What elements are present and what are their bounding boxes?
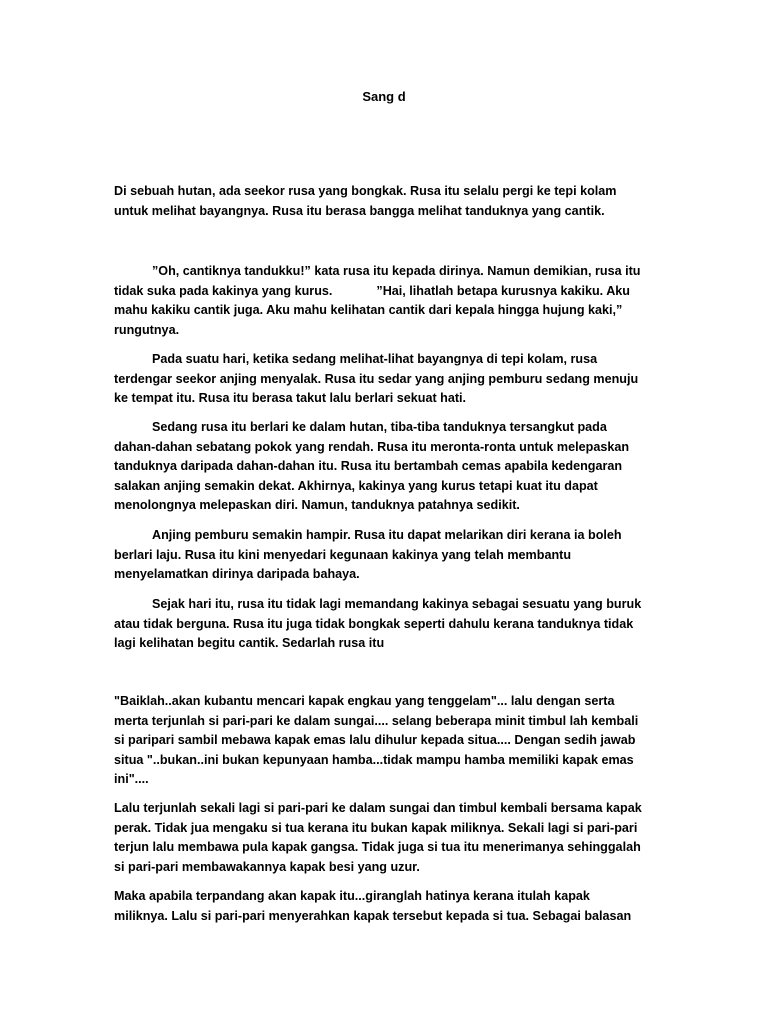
story2-paragraph-3: Maka apabila terpandang akan kapak itu...giranglah hatinya kerana itulah kapak miliknya. Lalu si pari-pari menyerahkan kapak tersebut kepada si tua. Sebagai balasan <box>114 889 632 923</box>
story1-paragraph-3: Sedang rusa itu berlari ke dalam hutan, tiba-tiba tanduknya tersangkut pada dahan-dahan sebatang pokok yang rendah. Rusa itu meronta-ronta untuk melepaskan tanduknya daripada dahan-dahan itu. Rusa itu bertambah cemas apabila kedengaran salakan anjing semakin dekat. Akhirnya, kakinya yang kurus tetapi kuat itu dapat menolongnya melepaskan diri. Namun, tanduknya patahnya sedikit. <box>114 420 630 512</box>
story1-paragraph-4: Anjing pemburu semakin hampir. Rusa itu dapat melarikan diri kerana ia boleh berlari laju. Rusa itu kini menyedari kegunaan kakinya yang telah membantu menyelamatkan dirinya daripada bahaya. <box>114 528 622 581</box>
story1-paragraph-1-part2: ”Hai, lihatlah betapa kurusnya kakiku. Aku mahu kakiku cantik juga. Aku mahu kelihatan cantik dari kepala hingga hujung kaki,” rungutnya. <box>114 283 630 337</box>
story2-paragraph-1: "Baiklah..akan kubantu mencari kapak engkau yang tenggelam"... lalu dengan serta merta terjunlah si pari-pari ke dalam sungai.... selang beberapa minit timbul lah kembali si paripari sambil mebawa kapak emas lalu dihulur kepada situa.... Dengan sedih jawab situa "..bukan..ini bukan kepunyaan hamba...tidak mampu hamba memiliki kapak emas ini".... <box>114 694 639 786</box>
story1-paragraph-1 <box>114 262 644 340</box>
document-title: Sang d <box>362 89 406 104</box>
story2-paragraph-2: Lalu terjunlah sekali lagi si pari-pari ke dalam sungai dan timbul kembali bersama kapak perak. Tidak jua mengaku si tua kerana itu bukan kapak miliknya. Sekali lagi si pari-pari terjun lalu membawa pula kapak gangsa. Tidak juga si tua itu menerimanya sehinggalah si pari-pari membawakannya kapak besi yang uzur. <box>114 801 642 874</box>
story1-paragraph-5: Sejak hari itu, rusa itu tidak lagi memandang kakinya sebagai sesuatu yang buruk atau tidak berguna. Rusa itu juga tidak bongkak seperti dahulu kerana tanduknya tidak lagi kelihatan begitu cantik. Sedarlah rusa itu <box>114 597 642 650</box>
story1-paragraph-1-part1: ”Oh, cantiknya tandukku!” kata rusa itu kepada dirinya. Namun demikian, rusa itu tidak suka pada kakinya yang kurus. <box>114 264 641 298</box>
story1-paragraph-2: Pada suatu hari, ketika sedang melihat-lihat bayangnya di tepi kolam, rusa terdengar seekor anjing menyalak. Rusa itu sedar yang anjing pemburu sedang menuju ke tempat itu. Rusa itu berasa takut lalu berlari sekuat hati. <box>114 352 639 405</box>
story1-intro-paragraph: Di sebuah hutan, ada seekor rusa yang bongkak. Rusa itu selalu pergi ke tepi kolam untuk melihat bayangnya. Rusa itu berasa bangga melihat tanduknya yang cantik. <box>114 184 617 218</box>
